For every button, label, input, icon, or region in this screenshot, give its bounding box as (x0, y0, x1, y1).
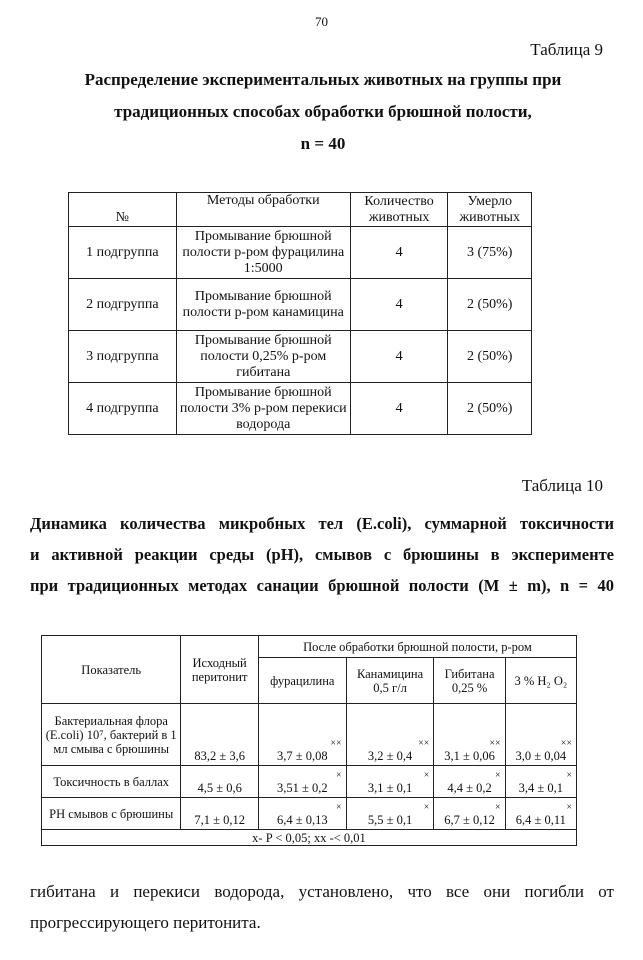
table-row (69, 279, 532, 331)
group-cell: 4 подгруппа (69, 383, 177, 435)
value-cell (505, 766, 576, 798)
table10-header-row (42, 636, 577, 658)
table10-title-line: и активной реакции среды (pH), смывов с брюшины в эксперименте (30, 545, 614, 564)
initial-value: 83,2 ± 3,6 (194, 749, 245, 763)
page-number: 70 (315, 14, 328, 29)
paragraph-line: прогрессирующего перитонита. (30, 913, 261, 932)
paragraph-line: гибитана и перекиси водорода, установлено, что все они погибли от (30, 882, 614, 901)
method-cell: Промывание брюшной полости р-ром канамицина (176, 279, 350, 331)
table9-caption: Таблица 9 (530, 40, 603, 59)
body-paragraph (30, 876, 614, 938)
table10-footnote: x- P < 0,05; xx -< 0,01 (42, 830, 577, 846)
furacilin-header: фурацилина (258, 658, 346, 704)
died-cell: 2 (50%) (448, 331, 532, 383)
indicator-cell: Токсичность в баллах (42, 766, 181, 798)
table10-footnote-row (42, 830, 577, 846)
initial-value: 4,5 ± 0,6 (197, 781, 242, 795)
value-cell (346, 704, 434, 766)
table-row (69, 331, 532, 383)
value: 3,2 ± 0,4 (367, 749, 413, 763)
count-cell: 4 (350, 279, 448, 331)
initial-cell (181, 798, 258, 830)
value: 6,7 ± 0,12 (444, 813, 495, 827)
value: 6,4 ± 0,13 (276, 813, 328, 827)
value-cell (505, 798, 576, 830)
value-cell (505, 704, 576, 766)
significance-mark: ×× (560, 738, 572, 749)
table-row (42, 766, 577, 798)
died-cell: 2 (50%) (448, 279, 532, 331)
died-cell: 3 (75%) (448, 227, 532, 279)
peroxide-header: 3 % H₂ O₂ (505, 658, 576, 704)
initial-cell (181, 704, 258, 766)
significance-mark: × (566, 802, 572, 813)
group-cell: 1 подгруппа (69, 227, 177, 279)
table9-header-number: № (69, 193, 177, 227)
significance-mark: ×× (418, 738, 430, 749)
died-cell: 2 (50%) (448, 383, 532, 435)
after-treatment-header: После обработки брюшной полости, р-ром (258, 636, 576, 658)
initial-cell (181, 766, 258, 798)
group-cell: 2 подгруппа (69, 279, 177, 331)
table9-title-line: n = 40 (300, 134, 346, 153)
significance-mark: × (423, 802, 430, 813)
table9-header-died: Умерло животных (448, 193, 532, 227)
value: 3,1 ± 0,06 (444, 749, 495, 763)
table10-title-line: Динамика количества микробных тел (E.coli), суммарной токсичности (30, 514, 614, 533)
value: 3,51 ± 0,2 (276, 781, 328, 795)
significance-mark: × (566, 770, 572, 781)
table10-caption: Таблица 10 (521, 476, 603, 495)
count-cell: 4 (350, 227, 448, 279)
method-cell: Промывание брюшной полости 0,25% р-ром гибитана (176, 331, 350, 383)
significance-mark: × (336, 770, 342, 781)
kanamycin-header: Канамицина 0,5 г/л (346, 658, 434, 704)
value: 3,7 ± 0,08 (276, 749, 328, 763)
count-cell: 4 (350, 331, 448, 383)
table10-title-line: при традиционных методах санации брюшной полости (M ± m), n = 40 (30, 576, 614, 595)
table9 (68, 192, 532, 435)
table9-header-row (69, 193, 532, 227)
table10 (41, 635, 577, 846)
table-row (69, 383, 532, 435)
table-row (42, 798, 577, 830)
significance-mark: ×× (489, 738, 501, 749)
gibitan-header: Гибитана 0,25 % (434, 658, 505, 704)
group-cell: 3 подгруппа (69, 331, 177, 383)
indicator-cell: PH смывов с брюшины (42, 798, 181, 830)
value-cell (258, 704, 346, 766)
value-cell (258, 798, 346, 830)
indicator-header: Показатель (42, 636, 181, 704)
value-cell (434, 798, 505, 830)
significance-mark: ×× (330, 738, 342, 749)
initial-header: Исходный перитонит (181, 636, 258, 704)
significance-mark: × (423, 770, 430, 781)
value-cell (434, 766, 505, 798)
value-cell (346, 766, 434, 798)
value: 3,4 ± 0,1 (518, 781, 564, 795)
method-cell: Промывание брюшной полости 3% р-ром перекиси водорода (176, 383, 350, 435)
table9-title-line: традиционных способах обработки брюшной полости, (114, 102, 532, 121)
significance-mark: × (495, 802, 501, 813)
method-cell: Промывание брюшной полости р-ром фурацилина 1:5000 (176, 227, 350, 279)
table-row (42, 704, 577, 766)
table9-title (36, 64, 610, 160)
table9-header-count: Количество животных (350, 193, 448, 227)
indicator-cell: Бактериальная флора (E.coli) 10⁷, бактерий в 1 мл смыва с брюшины (42, 704, 181, 766)
value-cell (346, 798, 434, 830)
value: 6,4 ± 0,11 (515, 813, 566, 827)
significance-mark: × (495, 770, 501, 781)
value: 4,4 ± 0,2 (447, 781, 492, 795)
table9-title-line: Распределение экспериментальных животных на группы при (84, 70, 562, 89)
table9-header-method: Методы обработки (176, 193, 350, 227)
initial-value: 7,1 ± 0,12 (194, 813, 245, 827)
value: 3,0 ± 0,04 (515, 749, 567, 763)
value-cell (434, 704, 505, 766)
table-row (69, 227, 532, 279)
value-cell (258, 766, 346, 798)
value: 3,1 ± 0,1 (367, 781, 413, 795)
value: 5,5 ± 0,1 (367, 813, 413, 827)
count-cell: 4 (350, 383, 448, 435)
significance-mark: × (336, 802, 342, 813)
table10-title (30, 508, 614, 601)
